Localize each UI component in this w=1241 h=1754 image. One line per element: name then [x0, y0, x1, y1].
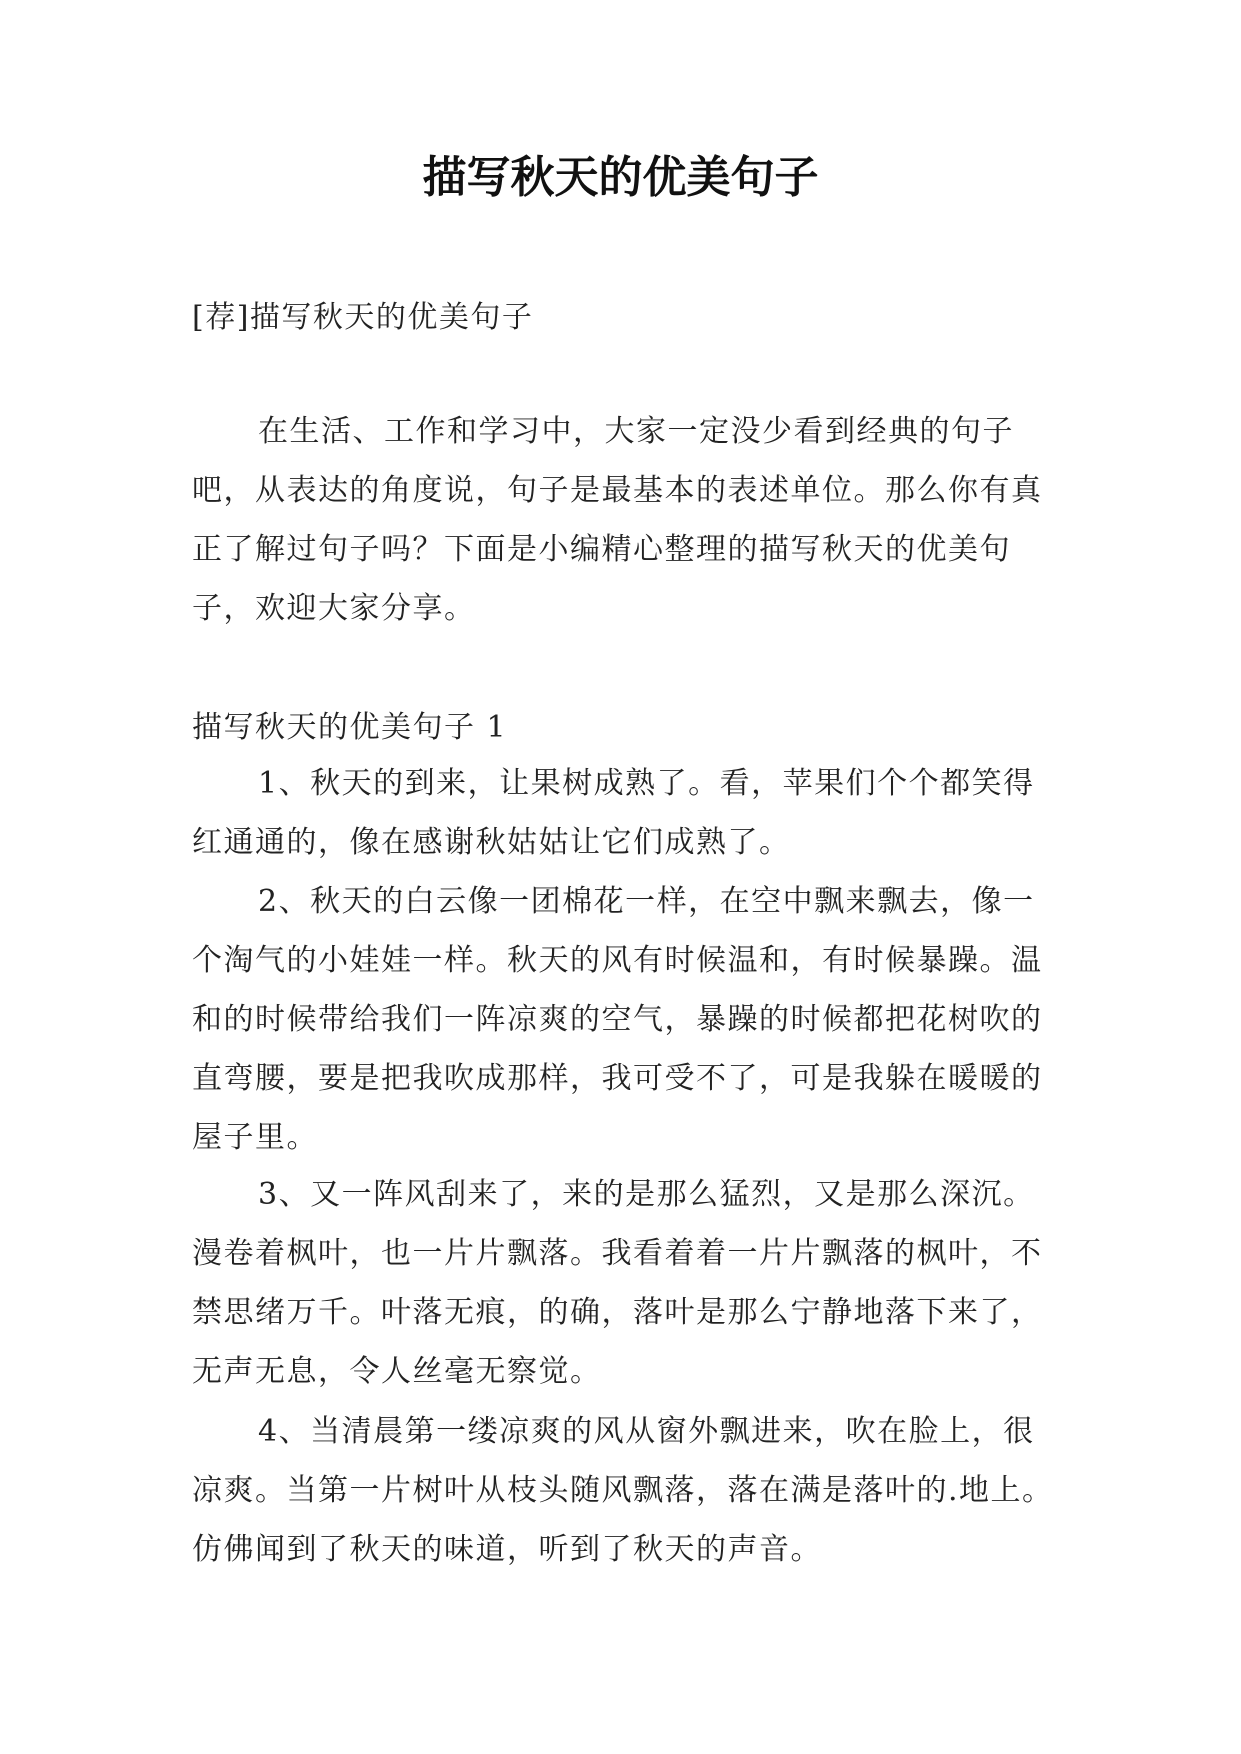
sentence-paragraph-2: 2、秋天的白云像一团棉花一样，在空中飘来飘去，像一个淘气的小娃娃一样。秋天的风有时候温和，有时候暴躁。温和的时候带给我们一阵凉爽的空气，暴躁的时候都把花树吹的直弯腰，要是把我吹成那样，我可受不了，可是我躲在暖暖的屋子里。	[192, 884, 1043, 1155]
sentence-paragraph-3: 3、又一阵风刮来了，来的是那么猛烈，又是那么深沉。漫卷着枫叶，也一片片飘落。我看着着一片片飘落的枫叶，不禁思绪万千。叶落无痕，的确，落叶是那么宁静地落下来了，无声无息，令人丝毫无察觉。	[192, 1177, 1043, 1389]
sentence-paragraph-4: 4、当清晨第一缕凉爽的风从窗外飘进来，吹在脸上，很凉爽。当第一片树叶从枝头随风飘落，落在满是落叶的.地上。仿佛闻到了秋天的味道，听到了秋天的声音。	[192, 1414, 1054, 1567]
document-title: 描写秋天的优美句子	[422, 152, 819, 203]
sentence-paragraph-1: 1、秋天的到来，让果树成熟了。看，苹果们个个都笑得红通通的，像在感谢秋姑姑让它们成熟了。	[192, 766, 1035, 860]
document-subtitle: [荐]描写秋天的优美句子	[192, 300, 534, 335]
intro-paragraph: 在生活、工作和学习中，大家一定没少看到经典的句子吧，从表达的角度说，句子是最基本的表述单位。那么你有真正了解过句子吗？下面是小编精心整理的描写秋天的优美句子，欢迎大家分享。	[192, 414, 1043, 626]
section-heading: 描写秋天的优美句子 1	[192, 710, 508, 745]
